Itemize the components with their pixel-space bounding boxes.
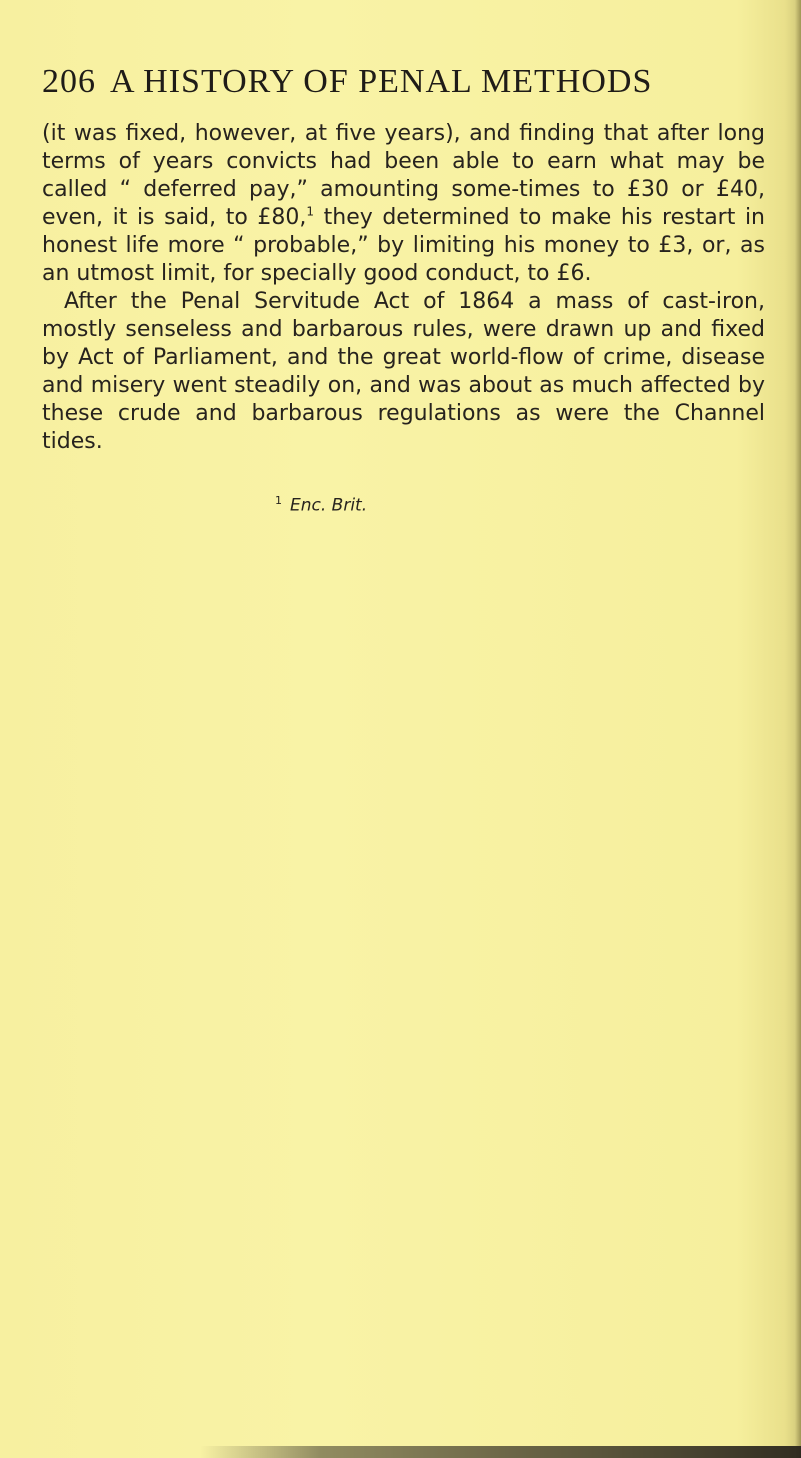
footnote-number: 1 [275, 494, 282, 507]
footnote [275, 490, 367, 517]
running-title: A HISTORY OF PENAL METHODS [110, 63, 653, 100]
scan-shadow [200, 1446, 801, 1458]
footnote-citation: Enc. Brit. [290, 495, 368, 516]
body-text [42, 120, 765, 456]
running-head [42, 62, 762, 102]
paragraph-1 [42, 120, 765, 288]
page-edge [795, 0, 801, 1458]
paragraph-1-continuation: they determined to make his restart in honest life more “ probable,” by limiting his money to £3, or, as an utmost limit, for specially good conduct, to £6. [42, 205, 766, 286]
page-number: 206 [42, 63, 96, 100]
paragraph-1-text: (it was fixed, however, at five years), and finding that after long terms of years convicts had been able to earn what may be called “ deferred pay,” amounting some-times to £30 or £40, even, it is said, to £80, [42, 121, 765, 230]
footnote-reference: 1 [306, 204, 315, 219]
paragraph-2: After the Penal Servitude Act of 1864 a mass of cast-iron, mostly senseless and barbarous rules, were drawn up and fixed by Act of Parliament, and the great world-flow of crime, disease and misery went steadily on, and was about as much affected by these crude and barbarous regulations as were the Channel tides. [42, 289, 765, 454]
